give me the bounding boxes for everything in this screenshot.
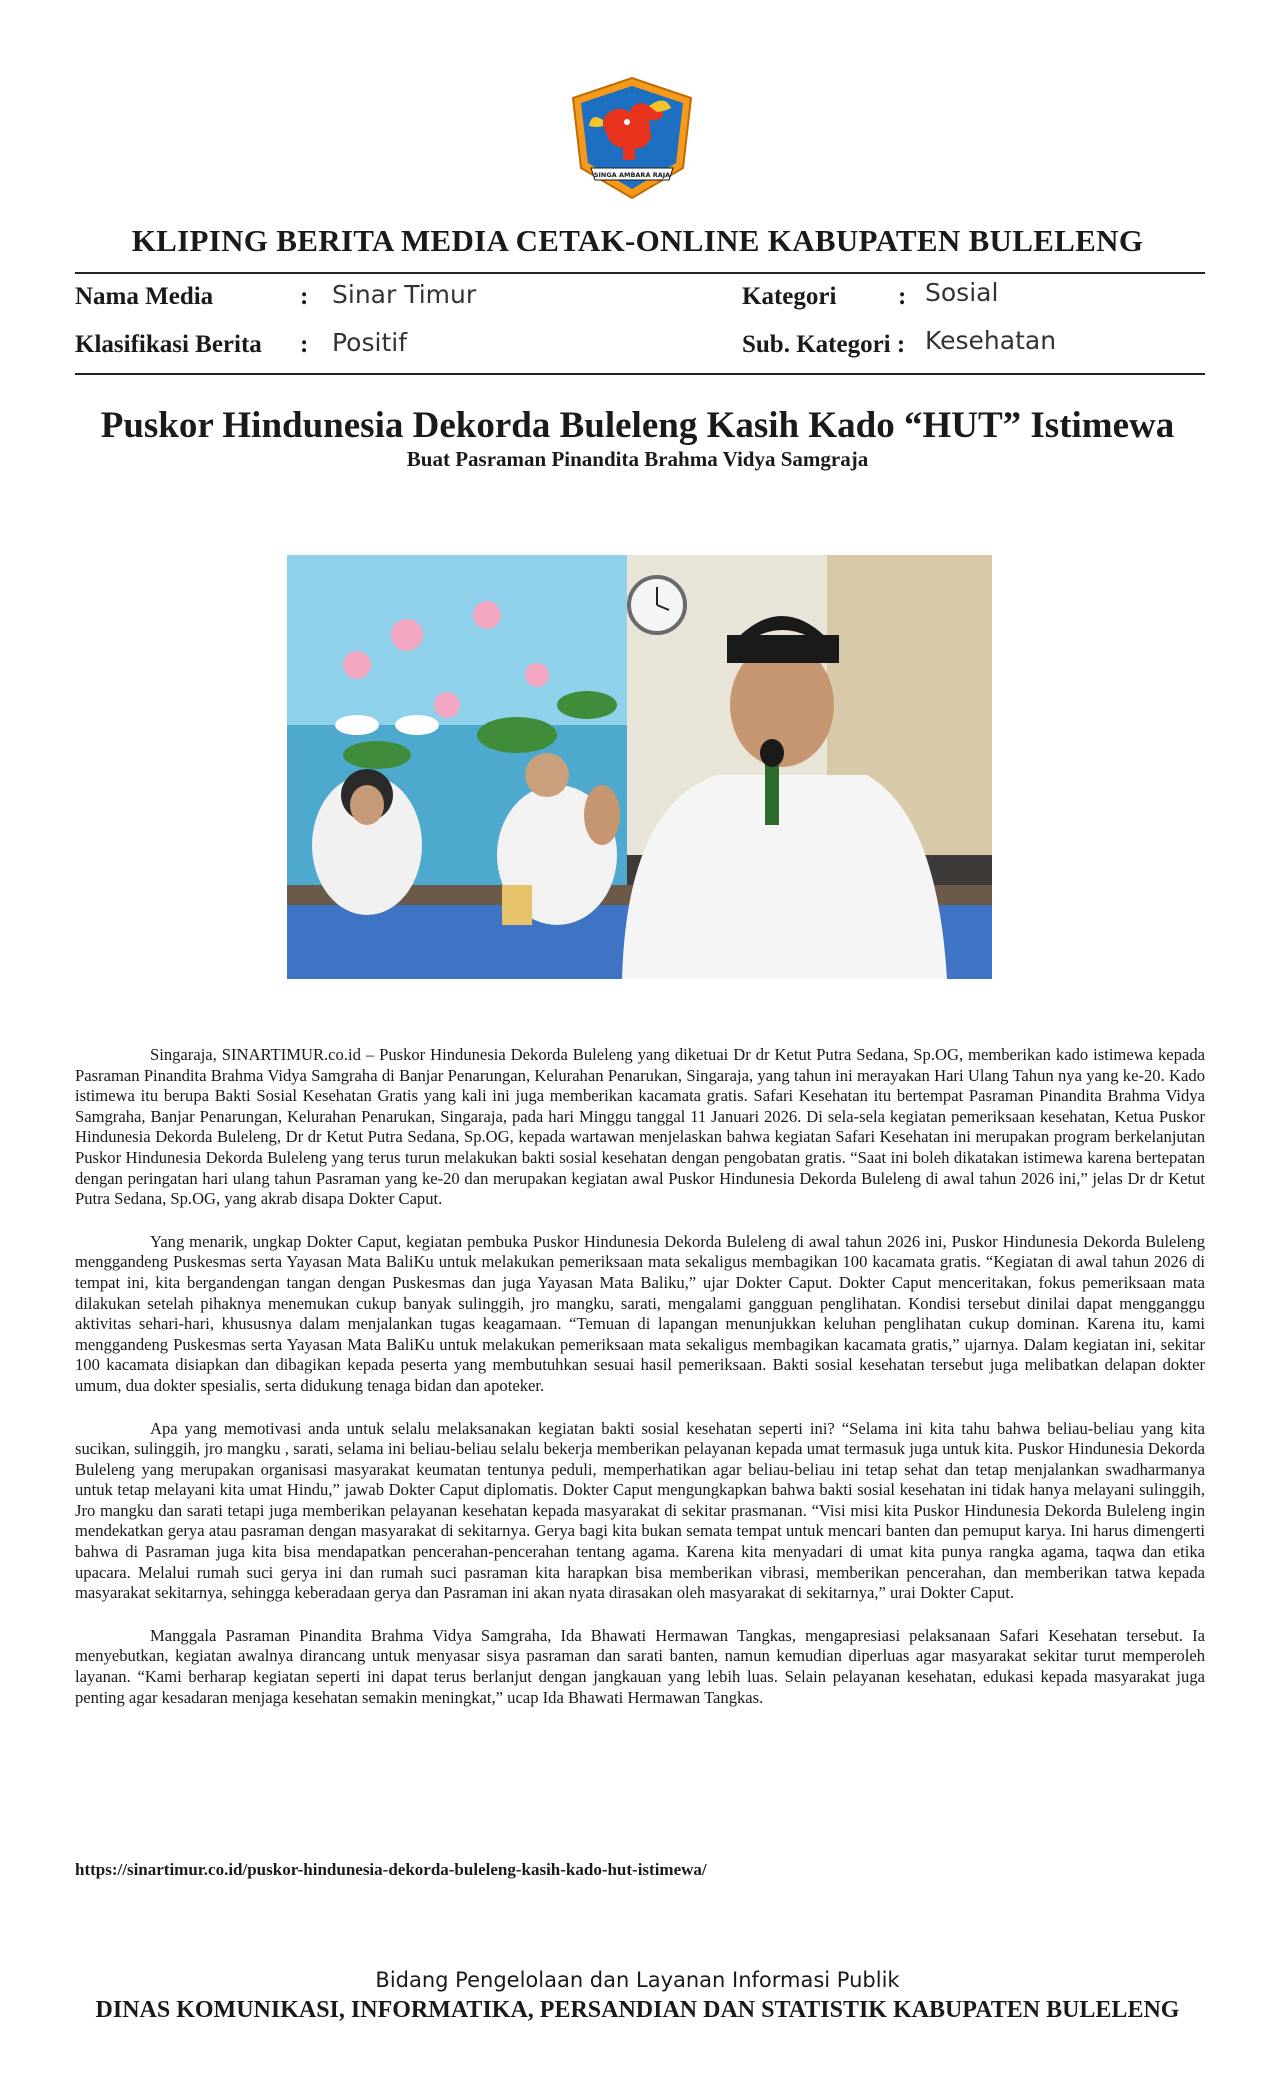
footer-agency: DINAS KOMUNIKASI, INFORMATIKA, PERSANDIAN DAN STATISTIK KABUPATEN BULELENG	[95, 1997, 1180, 2023]
article-paragraph-3: Apa yang memotivasi anda untuk selalu melaksanakan kegiatan bakti sosial kesehatan seperti ini? “Selama ini kita tahu bahwa beliau-beliau yang kita sucikan, sulinggih, jro mangku , sarati, selama ini beliau-beliau selalu bekerja memberikan pelayanan kepada umat termasuk juga untuk kita. Puskor Hindunesia Dekorda Buleleng yang merupakan organisasi masyarakat keumatan tentunya peduli, memperhatikan agar beliau-beliau ini tetap sehat dan tetap menjalankan swadharmanya untuk tetap melayani kita umat Hindu,” jawab Dokter Caput diplomatis. Dokter Caput mengungkapkan bahwa bakti sosial kesehatan ini tidak hanya melayani sulinggih, Jro mangku dan sarati tetapi juga memberikan pelayanan kesehatan kepada masyarakat di sekitar prasmanan. “Visi misi kita Puskor Hindunesia Dekorda Buleleng ingin mendekatkan gerya atau pasraman dengan masyarakat di sekitarnya. Gerya bagi kita bukan semata tempat untuk mencari banten dan pemuput karya. Ini harus dimengerti bahwa di Pasraman juga kita bisa mendapatkan pencerahan-pencerahan tentang agama. Karena kita menyadari di umat kita punya rangka agama, taqwa dan etika upacara. Melalui rumah suci gerya ini dan rumah suci pasraman kita harapkan bisa memberikan vibrasi, memberikan pencerahan, dan memberikan tatwa kepada masyarakat sekitarnya, sehingga keberadaan gerya dan Pasraman ini akan nyata dirasakan oleh masyarakat di sekitarnya,” urai Dokter Caput.	[75, 1418, 1205, 1603]
meta-divider	[75, 373, 1205, 375]
article-body	[75, 1045, 1205, 1730]
media-value: Sinar Timur	[332, 280, 477, 309]
classification-label: Klasifikasi Berita	[75, 331, 262, 358]
footer-department: Bidang Pengelolaan dan Layanan Informasi Publik	[375, 1968, 900, 1992]
source-url-link[interactable]: https://sinartimur.co.id/puskor-hindunesia-dekorda-buleleng-kasih-kado-hut-istimewa/	[75, 1860, 707, 1879]
category-colon: :	[898, 283, 907, 310]
article-paragraph-2: Yang menarik, ungkap Dokter Caput, kegiatan pembuka Puskor Hindunesia Dekorda Buleleng di awal tahun 2026 ini, Puskor Hindunesia Dekorda Buleleng menggandeng Puskesmas serta Yayasan Mata BaliKu untuk melakukan pemeriksaan mata sekaligus membagikan 100 kacamata gratis. “Kegiatan di awal tahun 2026 di tempat ini, kita bergandengan tangan dengan Puskesmas dan juga Yayasan Mata Baliku,” ujar Dokter Caput. Dokter Caput menceritakan, fokus pemeriksaan mata dilakukan setelah pihaknya menemukan cukup banyak sulinggih, jro mangku, sarati, mengalami gangguan penglihatan. Kondisi tersebut dinilai dapat mengganggu aktivitas sehari-hari, khususnya dalam menjalankan tugas keagamaan. “Temuan di lapangan menunjukkan keluhan penglihatan cukup dominan. Karena itu, kami menggandeng Puskesmas serta Yayasan Mata BaliKu untuk melakukan pemeriksaan mata sekaligus membagikan kacamata gratis,” ujarnya. Dalam kegiatan ini, sekitar 100 kacamata disiapkan dan dibagikan kepada peserta yang membutuhkan sesuai hasil pemeriksaan. Bakti sosial kesehatan tersebut juga melibatkan delapan dokter umum, dua dokter spesialis, serta didukung tenaga bidan dan apoteker.	[75, 1231, 1205, 1395]
crest-caption: SINGA AMBARA RAJA	[593, 171, 671, 179]
classification-colon: :	[300, 331, 309, 358]
article-headline: Puskor Hindunesia Dekorda Buleleng Kasih Kado “HUT” Istimewa	[100, 405, 1175, 446]
article-subheadline: Buat Pasraman Pinandita Brahma Vidya Samgraja	[406, 447, 869, 471]
category-label: Kategori	[742, 283, 837, 310]
buleleng-crest-icon	[565, 76, 699, 200]
article-paragraph-4: Manggala Pasraman Pinandita Brahma Vidya Samgraha, Ida Bhawati Hermawan Tangkas, mengapresiasi pelaksanaan Safari Kesehatan tersebut. Ia menyebutkan, kegiatan awalnya dirancang untuk menyasar sisya pasraman dan sarati banten, namun kemudian diperluas agar masyarakat sekitar turut memperoleh layanan. “Kami berharap kegiatan seperti ini dapat terus berlanjut dengan jangkauan yang lebih luas. Selain pelayanan kesehatan, edukasi kepada masyarakat juga penting agar kesadaran menjaga kesehatan semakin meningkat,” ucap Ida Bhawati Hermawan Tangkas.	[75, 1625, 1205, 1707]
subcategory-label: Sub. Kategori :	[742, 331, 906, 358]
media-label: Nama Media	[75, 283, 214, 310]
classification-value: Positif	[332, 328, 407, 357]
news-photo-icon	[287, 555, 992, 979]
category-value: Sosial	[925, 278, 999, 307]
media-colon: :	[300, 283, 309, 310]
clipping-header-title: KLIPING BERITA MEDIA CETAK-ONLINE KABUPATEN BULELENG	[131, 223, 1144, 258]
article-paragraph-1: Singaraja, SINARTIMUR.co.id – Puskor Hindunesia Dekorda Buleleng yang diketuai Dr dr Ketut Putra Sedana, Sp.OG, memberikan kado istimewa kepada Pasraman Pinandita Brahma Vidya Samgraha di Banjar Penarungan, Kelurahan Penarukan, Singaraja, yang tahun ini merayakan Hari Ulang Tahun nya yang ke-20. Kado istimewa itu berupa Bakti Sosial Kesehatan Gratis yang kali ini juga memberikan kacamata gratis. Safari Kesehatan itu bertempat Pasraman Pinandita Brahma Vidya Samgraha, Banjar Penarungan, Kelurahan Penarukan, Singaraja, pada hari Minggu tanggal 11 Januari 2026. Di sela-sela kegiatan pemeriksaan kesehatan, Ketua Puskor Hindunesia Dekorda Buleleng, Dr dr Ketut Putra Sedana, Sp.OG, kepada wartawan menjelaskan bahwa kegiatan Safari Kesehatan ini merupakan program berkelanjutan Puskor Hindunesia Dekorda Buleleng yang terus turun melakukan bakti sosial kesehatan dengan pengobatan gratis. “Saat ini boleh dikatakan istimewa karena bertepatan dengan peringatan hari ulang tahun Pasraman yang ke-20 dan merupakan kegiatan awal Puskor Hindunesia Dekorda Buleleng di awal tahun 2026 ini,” jelas Dr dr Ketut Putra Sedana, Sp.OG, yang akrab disapa Dokter Caput.	[75, 1045, 1205, 1209]
subcategory-value: Kesehatan	[925, 326, 1057, 355]
header-divider	[75, 272, 1205, 274]
